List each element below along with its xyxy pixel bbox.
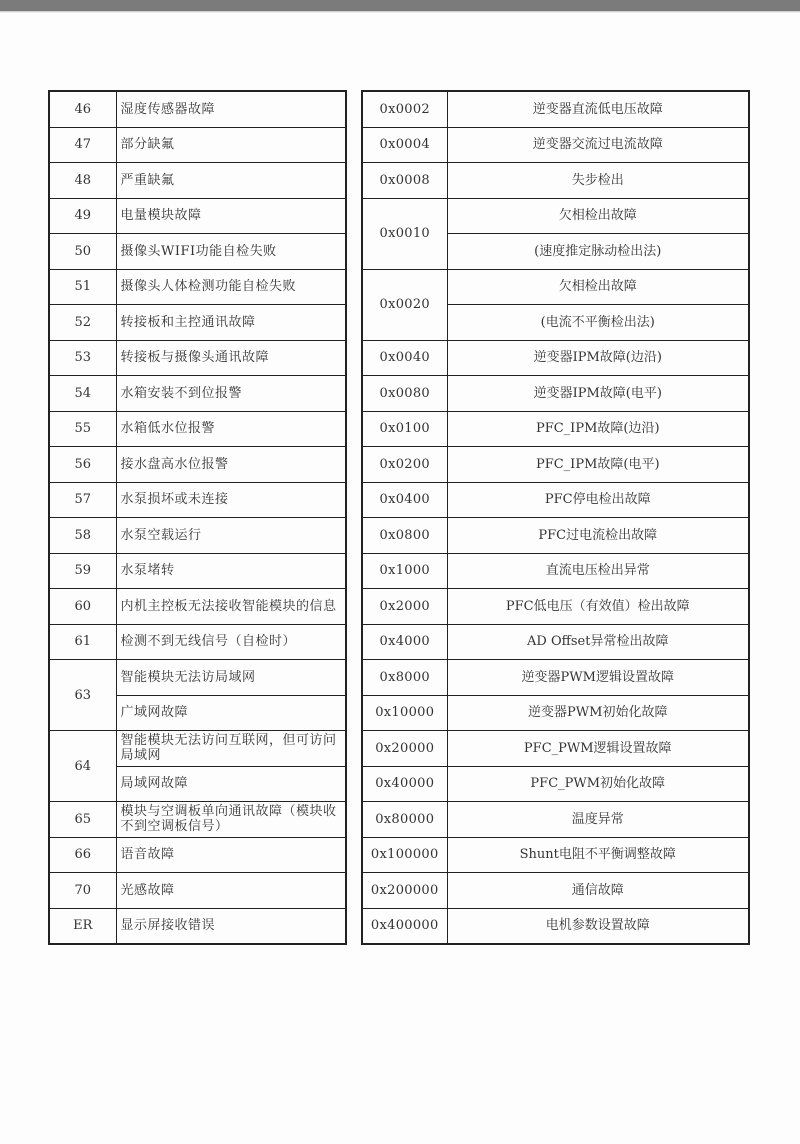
table-row [362,802,749,838]
fault-description-cell: PFC_IPM故障(电平) [447,447,749,483]
table-row [362,91,749,127]
fault-description-cell: 失步检出 [447,163,749,199]
table-row [49,553,346,589]
fault-description-cell: 水泵空载运行 [116,518,346,554]
table-row [362,376,749,412]
table-row [362,482,749,518]
fault-description-cell: 部分缺氟 [116,127,346,163]
fault-description-cell: 局域网故障 [116,766,346,802]
fault-description-cell: 内机主控板无法接收智能模块的信息 [116,589,346,625]
fault-code-table-right [361,90,750,945]
fault-description-cell: 逆变器直流低电压故障 [447,91,749,127]
fault-description-cell: 广域网故障 [116,695,346,731]
fault-code-cell: 55 [49,411,116,447]
table-row [49,447,346,483]
fault-code-cell: 46 [49,91,116,127]
fault-code-cell: 0x0080 [362,376,447,412]
fault-code-cell: 0x0002 [362,91,447,127]
fault-description-cell: 水泵堵转 [116,553,346,589]
fault-description-cell: PFC停电检出故障 [447,482,749,518]
fault-description-cell: PFC_IPM故障(边沿) [447,411,749,447]
fault-code-cell: 0x1000 [362,553,447,589]
fault-description-cell: 智能模块无法访问互联网，但可访问局域网 [116,731,346,767]
table-row [362,127,749,163]
fault-description-cell: 模块与空调板单向通讯故障（模块收不到空调板信号） [116,802,346,838]
table-row [49,624,346,660]
fault-code-cell: 56 [49,447,116,483]
fault-description-cell: (电流不平衡检出法) [447,305,749,341]
fault-code-cell: 48 [49,163,116,199]
table-row [49,198,346,234]
table-row [362,589,749,625]
fault-code-cell: 50 [49,234,116,270]
fault-code-cell: 0x0004 [362,127,447,163]
fault-description-cell: 水箱安装不到位报警 [116,376,346,412]
right-table-body [362,91,749,944]
fault-description-cell: PFC_PWM逻辑设置故障 [447,731,749,767]
fault-code-cell: 0x10000 [362,695,447,731]
fault-description-cell: 温度异常 [447,802,749,838]
table-row [362,447,749,483]
fault-code-cell: 57 [49,482,116,518]
fault-description-cell: 接水盘高水位报警 [116,447,346,483]
table-row [49,908,346,944]
fault-code-cell: 0x0200 [362,447,447,483]
fault-description-cell: 智能模块无法访局域网 [116,660,346,696]
table-row [49,127,346,163]
table-row [49,518,346,554]
fault-description-cell: PFC过电流检出故障 [447,518,749,554]
fault-description-cell: PFC低电压（有效值）检出故障 [447,589,749,625]
table-row [362,873,749,909]
fault-description-cell: 摄像头WIFI功能自检失败 [116,234,346,270]
table-row [49,802,346,838]
table-row [49,91,346,127]
fault-description-cell: Shunt电阻不平衡调整故障 [447,837,749,873]
fault-code-cell: 0x0020 [362,269,447,340]
table-row [362,198,749,234]
table-row [49,589,346,625]
fault-description-cell: 转接板与摄像头通讯故障 [116,340,346,376]
table-row [49,660,346,696]
table-row [49,482,346,518]
fault-description-cell: 语音故障 [116,837,346,873]
table-row [49,340,346,376]
table-row [49,411,346,447]
fault-code-cell: 0x40000 [362,766,447,802]
fault-code-cell: ER [49,908,116,944]
table-row [49,376,346,412]
fault-description-cell: 直流电压检出异常 [447,553,749,589]
fault-description-cell: 水泵损坏或未连接 [116,482,346,518]
fault-code-cell: 0x4000 [362,624,447,660]
fault-code-cell: 58 [49,518,116,554]
fault-description-cell: (速度推定脉动检出法) [447,234,749,270]
fault-description-cell: 转接板和主控通讯故障 [116,305,346,341]
fault-code-cell: 0x100000 [362,837,447,873]
fault-code-cell: 0x0008 [362,163,447,199]
fault-code-cell: 0x20000 [362,731,447,767]
fault-description-cell: 光感故障 [116,873,346,909]
fault-code-cell: 0x8000 [362,660,447,696]
table-row [362,411,749,447]
fault-description-cell: 逆变器PWM初始化故障 [447,695,749,731]
fault-code-cell: 0x80000 [362,802,447,838]
fault-description-cell: 电量模块故障 [116,198,346,234]
fault-description-cell: 逆变器IPM故障(边沿) [447,340,749,376]
table-row [362,837,749,873]
fault-code-cell: 0x200000 [362,873,447,909]
fault-code-cell: 0x0800 [362,518,447,554]
fault-description-cell: 逆变器IPM故障(电平) [447,376,749,412]
fault-description-cell: 电机参数设置故障 [447,908,749,944]
table-row [49,163,346,199]
table-row [49,305,346,341]
table-row [362,340,749,376]
left-table-body [49,91,346,944]
fault-description-cell: AD Offset异常检出故障 [447,624,749,660]
fault-code-cell: 0x0100 [362,411,447,447]
table-row [362,163,749,199]
table-row [49,234,346,270]
fault-code-table-left [48,90,347,945]
fault-code-cell: 61 [49,624,116,660]
fault-code-cell: 47 [49,127,116,163]
table-row [49,873,346,909]
fault-description-cell: 严重缺氟 [116,163,346,199]
table-row [362,518,749,554]
viewer-top-bar-shadow [0,11,800,13]
table-row [362,624,749,660]
fault-description-cell: 欠相检出故障 [447,269,749,305]
fault-code-cell: 66 [49,837,116,873]
fault-code-cell: 0x0040 [362,340,447,376]
table-row [362,269,749,305]
table-row [362,908,749,944]
table-row [49,269,346,305]
fault-description-cell: 水箱低水位报警 [116,411,346,447]
fault-description-cell: 检测不到无线信号（自检时） [116,624,346,660]
fault-code-cell: 51 [49,269,116,305]
table-row [362,731,749,767]
fault-code-cell: 65 [49,802,116,838]
table-row [362,695,749,731]
fault-description-cell: 摄像头人体检测功能自检失败 [116,269,346,305]
fault-description-cell: PFC_PWM初始化故障 [447,766,749,802]
fault-description-cell: 欠相检出故障 [447,198,749,234]
fault-code-cell: 0x0010 [362,198,447,269]
fault-description-cell: 湿度传感器故障 [116,91,346,127]
table-row [362,660,749,696]
fault-code-cell: 52 [49,305,116,341]
table-row [362,553,749,589]
fault-code-cell: 60 [49,589,116,625]
fault-description-cell: 显示屏接收错误 [116,908,346,944]
fault-description-cell: 逆变器PWM逻辑设置故障 [447,660,749,696]
viewer-top-bar [0,0,800,11]
fault-code-cell: 0x400000 [362,908,447,944]
fault-code-cell: 0x0400 [362,482,447,518]
table-row [362,766,749,802]
fault-description-cell: 通信故障 [447,873,749,909]
table-row [49,837,346,873]
fault-description-cell: 逆变器交流过电流故障 [447,127,749,163]
table-row [49,731,346,767]
fault-code-cell: 54 [49,376,116,412]
fault-code-cell: 63 [49,660,116,731]
fault-code-cell: 64 [49,731,116,802]
fault-code-cell: 0x2000 [362,589,447,625]
fault-code-cell: 49 [49,198,116,234]
fault-code-cell: 59 [49,553,116,589]
fault-code-cell: 70 [49,873,116,909]
fault-code-cell: 53 [49,340,116,376]
